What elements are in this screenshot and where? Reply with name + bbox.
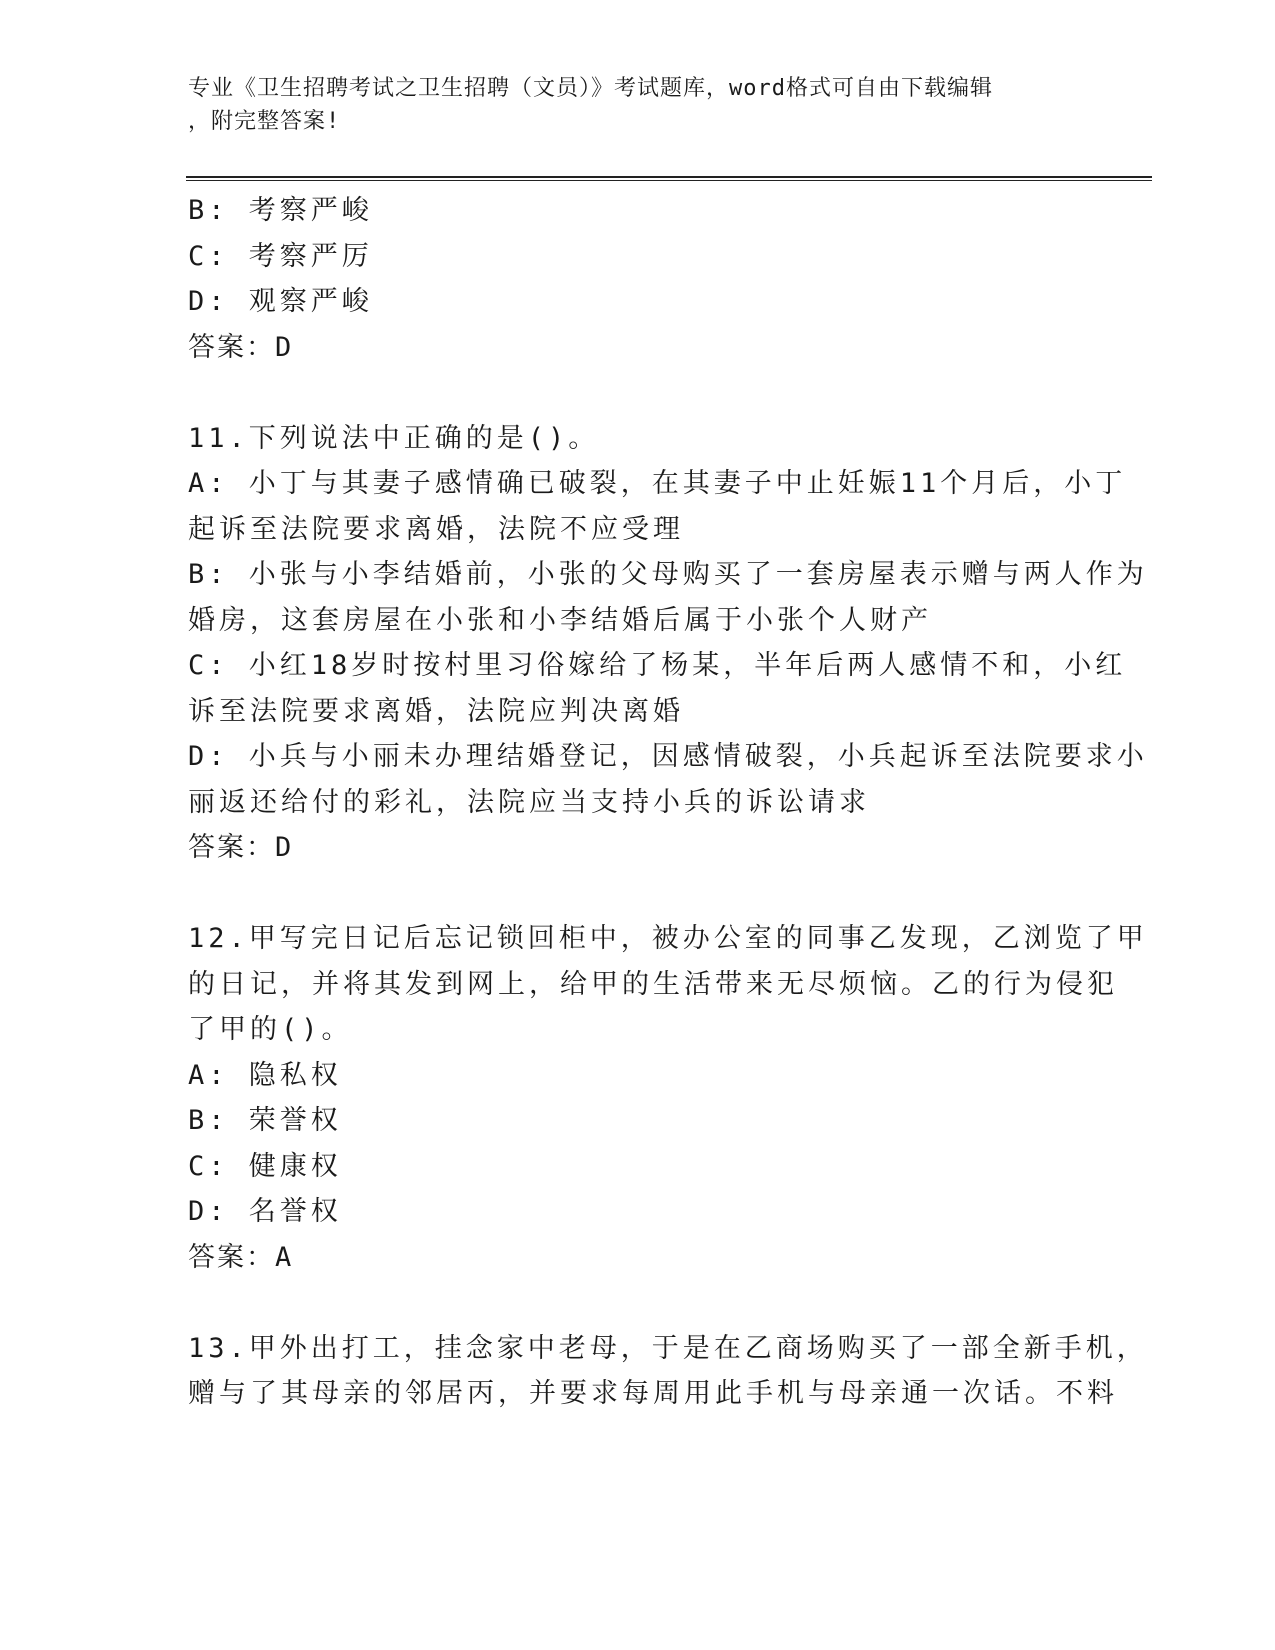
option-a-cont: 起诉至法院要求离婚，法院不应受理	[188, 513, 684, 545]
option-d: D: 名誉权	[188, 1196, 342, 1227]
question-11	[188, 416, 1148, 871]
option-b-cont: 婚房，这套房屋在小张和小李结婚后属于小张个人财产	[188, 604, 932, 636]
option-b: B: 小张与小李结婚前，小张的父母购买了一套房屋表示赠与两人作为	[188, 559, 1148, 590]
option-c: C: 考察严厉	[188, 240, 373, 272]
header-line-1: 专业《卫生招聘考试之卫生招聘（文员）》考试题库，word格式可自由下载编辑	[188, 76, 993, 101]
header-divider	[186, 176, 1152, 181]
answer-line: 答案：A	[188, 1241, 294, 1273]
option-c-cont: 诉至法院要求离婚，法院应判决离婚	[188, 695, 684, 727]
option-b: B: 考察严峻	[188, 195, 373, 226]
spacer	[188, 871, 1078, 917]
question-stem: 12.甲写完日记后忘记锁回柜中，被办公室的同事乙发现，乙浏览了甲	[188, 923, 1148, 954]
option-d-cont: 丽返还给付的彩礼，法院应当支持小兵的诉讼请求	[188, 786, 870, 818]
question-stem-cont: 赠与了其母亲的邻居丙，并要求每周用此手机与母亲通一次话。不料	[188, 1378, 1118, 1409]
question-stem: 13.甲外出打工，挂念家中老母，于是在乙商场购买了一部全新手机，	[188, 1332, 1148, 1364]
option-b: B: 荣誉权	[188, 1105, 342, 1136]
answer-line: 答案：D	[188, 331, 294, 363]
question-13	[188, 1326, 1148, 1417]
header-line-2: ，附完整答案!	[188, 109, 341, 134]
question-stem-cont: 的日记，并将其发到网上，给甲的生活带来无尽烦恼。乙的行为侵犯	[188, 968, 1118, 1000]
question-10	[188, 188, 1078, 370]
option-d: D: 小兵与小丽未办理结婚登记，因感情破裂，小兵起诉至法院要求小	[188, 741, 1148, 772]
option-c: C: 健康权	[188, 1150, 342, 1182]
option-a: A: 隐私权	[188, 1059, 342, 1091]
option-d: D: 观察严峻	[188, 286, 373, 317]
question-stem-cont: 了甲的()。	[188, 1014, 353, 1045]
option-a: A: 小丁与其妻子感情确已破裂，在其妻子中止妊娠11个月后，小丁	[188, 468, 1127, 499]
question-stem: 11.下列说法中正确的是()。	[188, 422, 600, 454]
spacer	[188, 1280, 1078, 1326]
answer-line: 答案：D	[188, 832, 294, 863]
document-body	[188, 188, 1148, 1417]
spacer	[188, 370, 1078, 416]
option-c: C: 小红18岁时按村里习俗嫁给了杨某，半年后两人感情不和，小红	[188, 650, 1127, 681]
question-12	[188, 916, 1148, 1280]
document-header	[188, 72, 1068, 138]
